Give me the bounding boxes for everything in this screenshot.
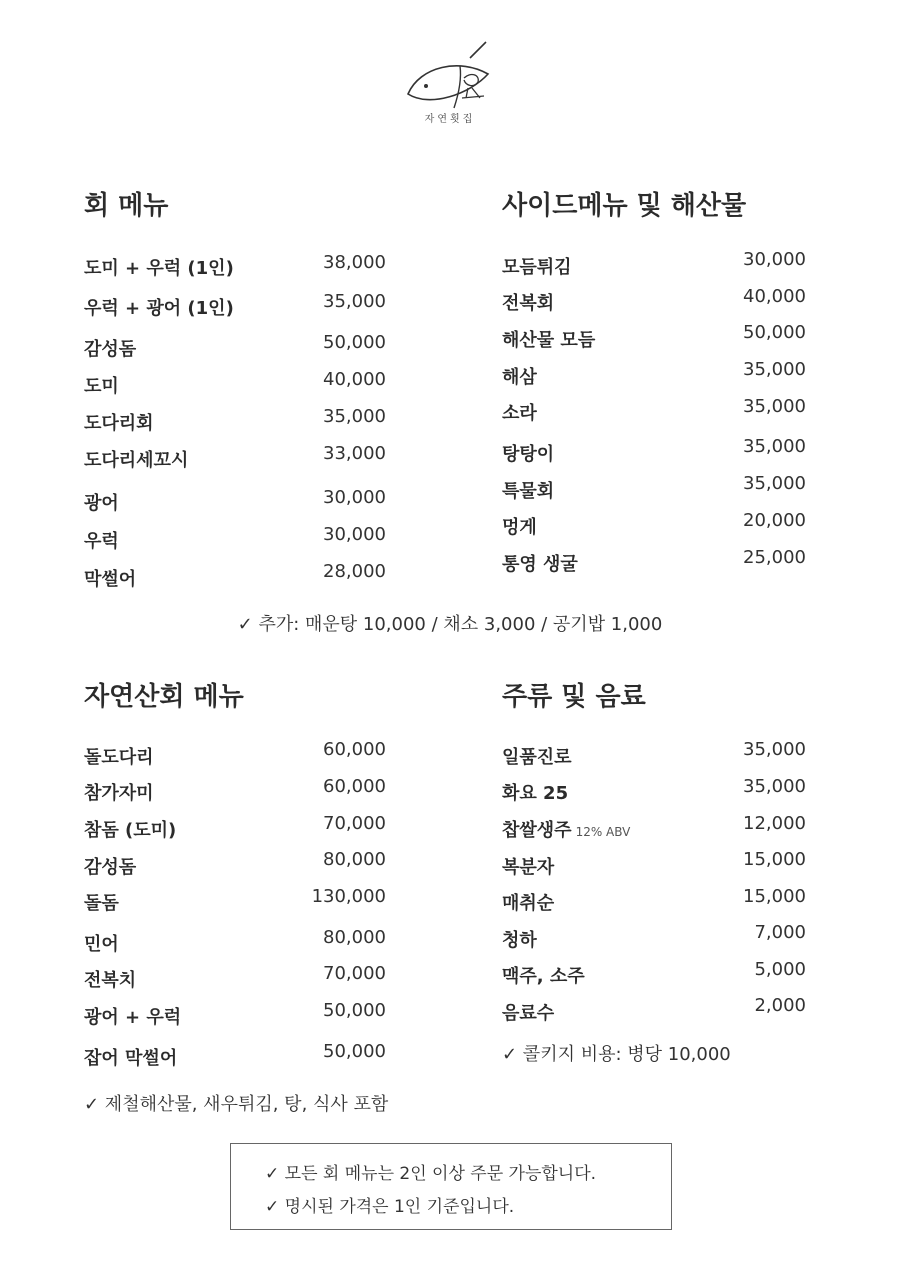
menu-item-price: 35,000 bbox=[323, 406, 386, 427]
menu-item-price: 70,000 bbox=[323, 963, 386, 984]
menu-item-name: 감성돔 bbox=[84, 339, 137, 360]
menu-item-name: 돌도다리 bbox=[84, 747, 154, 768]
menu-item-name bbox=[502, 816, 630, 842]
menu-item-name: 참가자미 bbox=[84, 783, 154, 804]
menu-item-price: 25,000 bbox=[743, 547, 806, 568]
menu-item-price: 7,000 bbox=[754, 922, 806, 943]
menu-item-label: 찹쌀생주 bbox=[502, 820, 572, 841]
menu-item-name: 전복치 bbox=[84, 970, 137, 991]
menu-item-price: 50,000 bbox=[743, 322, 806, 343]
notice-box bbox=[230, 1143, 672, 1230]
menu-item-name: 소라 bbox=[502, 403, 537, 424]
menu-item-name: 모듬튀김 bbox=[502, 257, 572, 278]
menu-item-name: 도미 bbox=[84, 376, 119, 397]
menu-item-price: 70,000 bbox=[323, 813, 386, 834]
menu-item-price: 35,000 bbox=[743, 473, 806, 494]
menu-item-price: 130,000 bbox=[311, 886, 386, 907]
menu-item-price: 80,000 bbox=[323, 927, 386, 948]
menu-item-name: 우럭 + 광어 (1인) bbox=[84, 298, 234, 319]
menu-item-name: 해산물 모듬 bbox=[502, 330, 596, 351]
menu-item-price: 28,000 bbox=[323, 561, 386, 582]
menu-item-price: 50,000 bbox=[323, 332, 386, 353]
menu-item-price: 40,000 bbox=[323, 369, 386, 390]
wild-menu-title: 자연산회 메뉴 bbox=[84, 682, 244, 712]
menu-item-name: 도다리회 bbox=[84, 413, 154, 434]
menu-item-price: 35,000 bbox=[743, 359, 806, 380]
menu-item-name: 복분자 bbox=[502, 857, 555, 878]
menu-item-name: 도미 + 우럭 (1인) bbox=[84, 258, 234, 279]
menu-item-price: 35,000 bbox=[743, 739, 806, 760]
notice-line: ✓ 모든 회 메뉴는 2인 이상 주문 가능합니다. bbox=[265, 1164, 597, 1184]
menu-item-name: 청하 bbox=[502, 930, 537, 951]
menu-item-price: 80,000 bbox=[323, 849, 386, 870]
abv-label: 12% ABV bbox=[575, 825, 631, 839]
menu-item-name: 도다리세꼬시 bbox=[84, 450, 189, 471]
menu-item-price: 35,000 bbox=[323, 291, 386, 312]
menu-item-name: 전복회 bbox=[502, 293, 555, 314]
menu-item-price: 60,000 bbox=[323, 776, 386, 797]
menu-item-price: 20,000 bbox=[743, 510, 806, 531]
menu-item-name: 특물회 bbox=[502, 481, 555, 502]
logo-text: 자연횟집 bbox=[424, 114, 476, 125]
wild-menu-note: ✓ 제철해산물, 새우튀김, 탕, 식사 포함 bbox=[84, 1094, 389, 1115]
menu-item-price: 35,000 bbox=[743, 776, 806, 797]
menu-item-name: 민어 bbox=[84, 934, 119, 955]
menu-item-name: 탕탕이 bbox=[502, 444, 555, 465]
sashimi-menu-title: 회 메뉴 bbox=[84, 191, 169, 221]
menu-item-price: 38,000 bbox=[323, 252, 386, 273]
menu-item-price: 5,000 bbox=[754, 959, 806, 980]
side-menu-title: 사이드메뉴 및 해산물 bbox=[502, 191, 747, 221]
extras-note: ✓ 추가: 매운탕 10,000 / 채소 3,000 / 공기밥 1,000 bbox=[237, 614, 663, 635]
menu-item-name: 멍게 bbox=[502, 517, 537, 538]
menu-item-name: 광어 + 우럭 bbox=[84, 1007, 182, 1028]
menu-item-name: 맥주, 소주 bbox=[502, 966, 585, 987]
menu-item-name: 감성돔 bbox=[84, 857, 137, 878]
drinks-menu-title: 주류 및 음료 bbox=[502, 682, 646, 712]
menu-item-name: 해삼 bbox=[502, 367, 537, 388]
menu-item-name: 우럭 bbox=[84, 531, 119, 552]
menu-item-price: 15,000 bbox=[743, 886, 806, 907]
menu-item-name: 화요 25 bbox=[502, 783, 569, 804]
menu-item-name: 돌돔 bbox=[84, 893, 119, 914]
menu-item-price: 50,000 bbox=[323, 1000, 386, 1021]
menu-item-price: 33,000 bbox=[323, 443, 386, 464]
menu-item-name: 광어 bbox=[84, 493, 119, 514]
menu-item-price: 15,000 bbox=[743, 849, 806, 870]
menu-item-price: 30,000 bbox=[743, 249, 806, 270]
notice-line: ✓ 명시된 가격은 1인 기준입니다. bbox=[265, 1197, 515, 1217]
menu-item-price: 50,000 bbox=[323, 1041, 386, 1062]
menu-item-price: 30,000 bbox=[323, 524, 386, 545]
menu-item-name: 일품진로 bbox=[502, 747, 572, 768]
menu-item-name: 막썰어 bbox=[84, 569, 137, 590]
menu-item-price: 60,000 bbox=[323, 739, 386, 760]
menu-item-price: 35,000 bbox=[743, 396, 806, 417]
menu-item-price: 30,000 bbox=[323, 487, 386, 508]
menu-item-price: 35,000 bbox=[743, 436, 806, 457]
menu-item-name: 통영 생굴 bbox=[502, 554, 578, 575]
menu-item-name: 참돔 (도미) bbox=[84, 820, 177, 841]
menu-item-name: 매취순 bbox=[502, 893, 555, 914]
menu-item-name: 음료수 bbox=[502, 1003, 555, 1024]
menu-item-price: 2,000 bbox=[754, 995, 806, 1016]
menu-item-price: 40,000 bbox=[743, 286, 806, 307]
menu-item-price: 12,000 bbox=[743, 813, 806, 834]
corkage-note: ✓ 콜키지 비용: 병당 10,000 bbox=[502, 1044, 731, 1065]
menu-item-name: 잡어 막썰어 bbox=[84, 1048, 178, 1069]
